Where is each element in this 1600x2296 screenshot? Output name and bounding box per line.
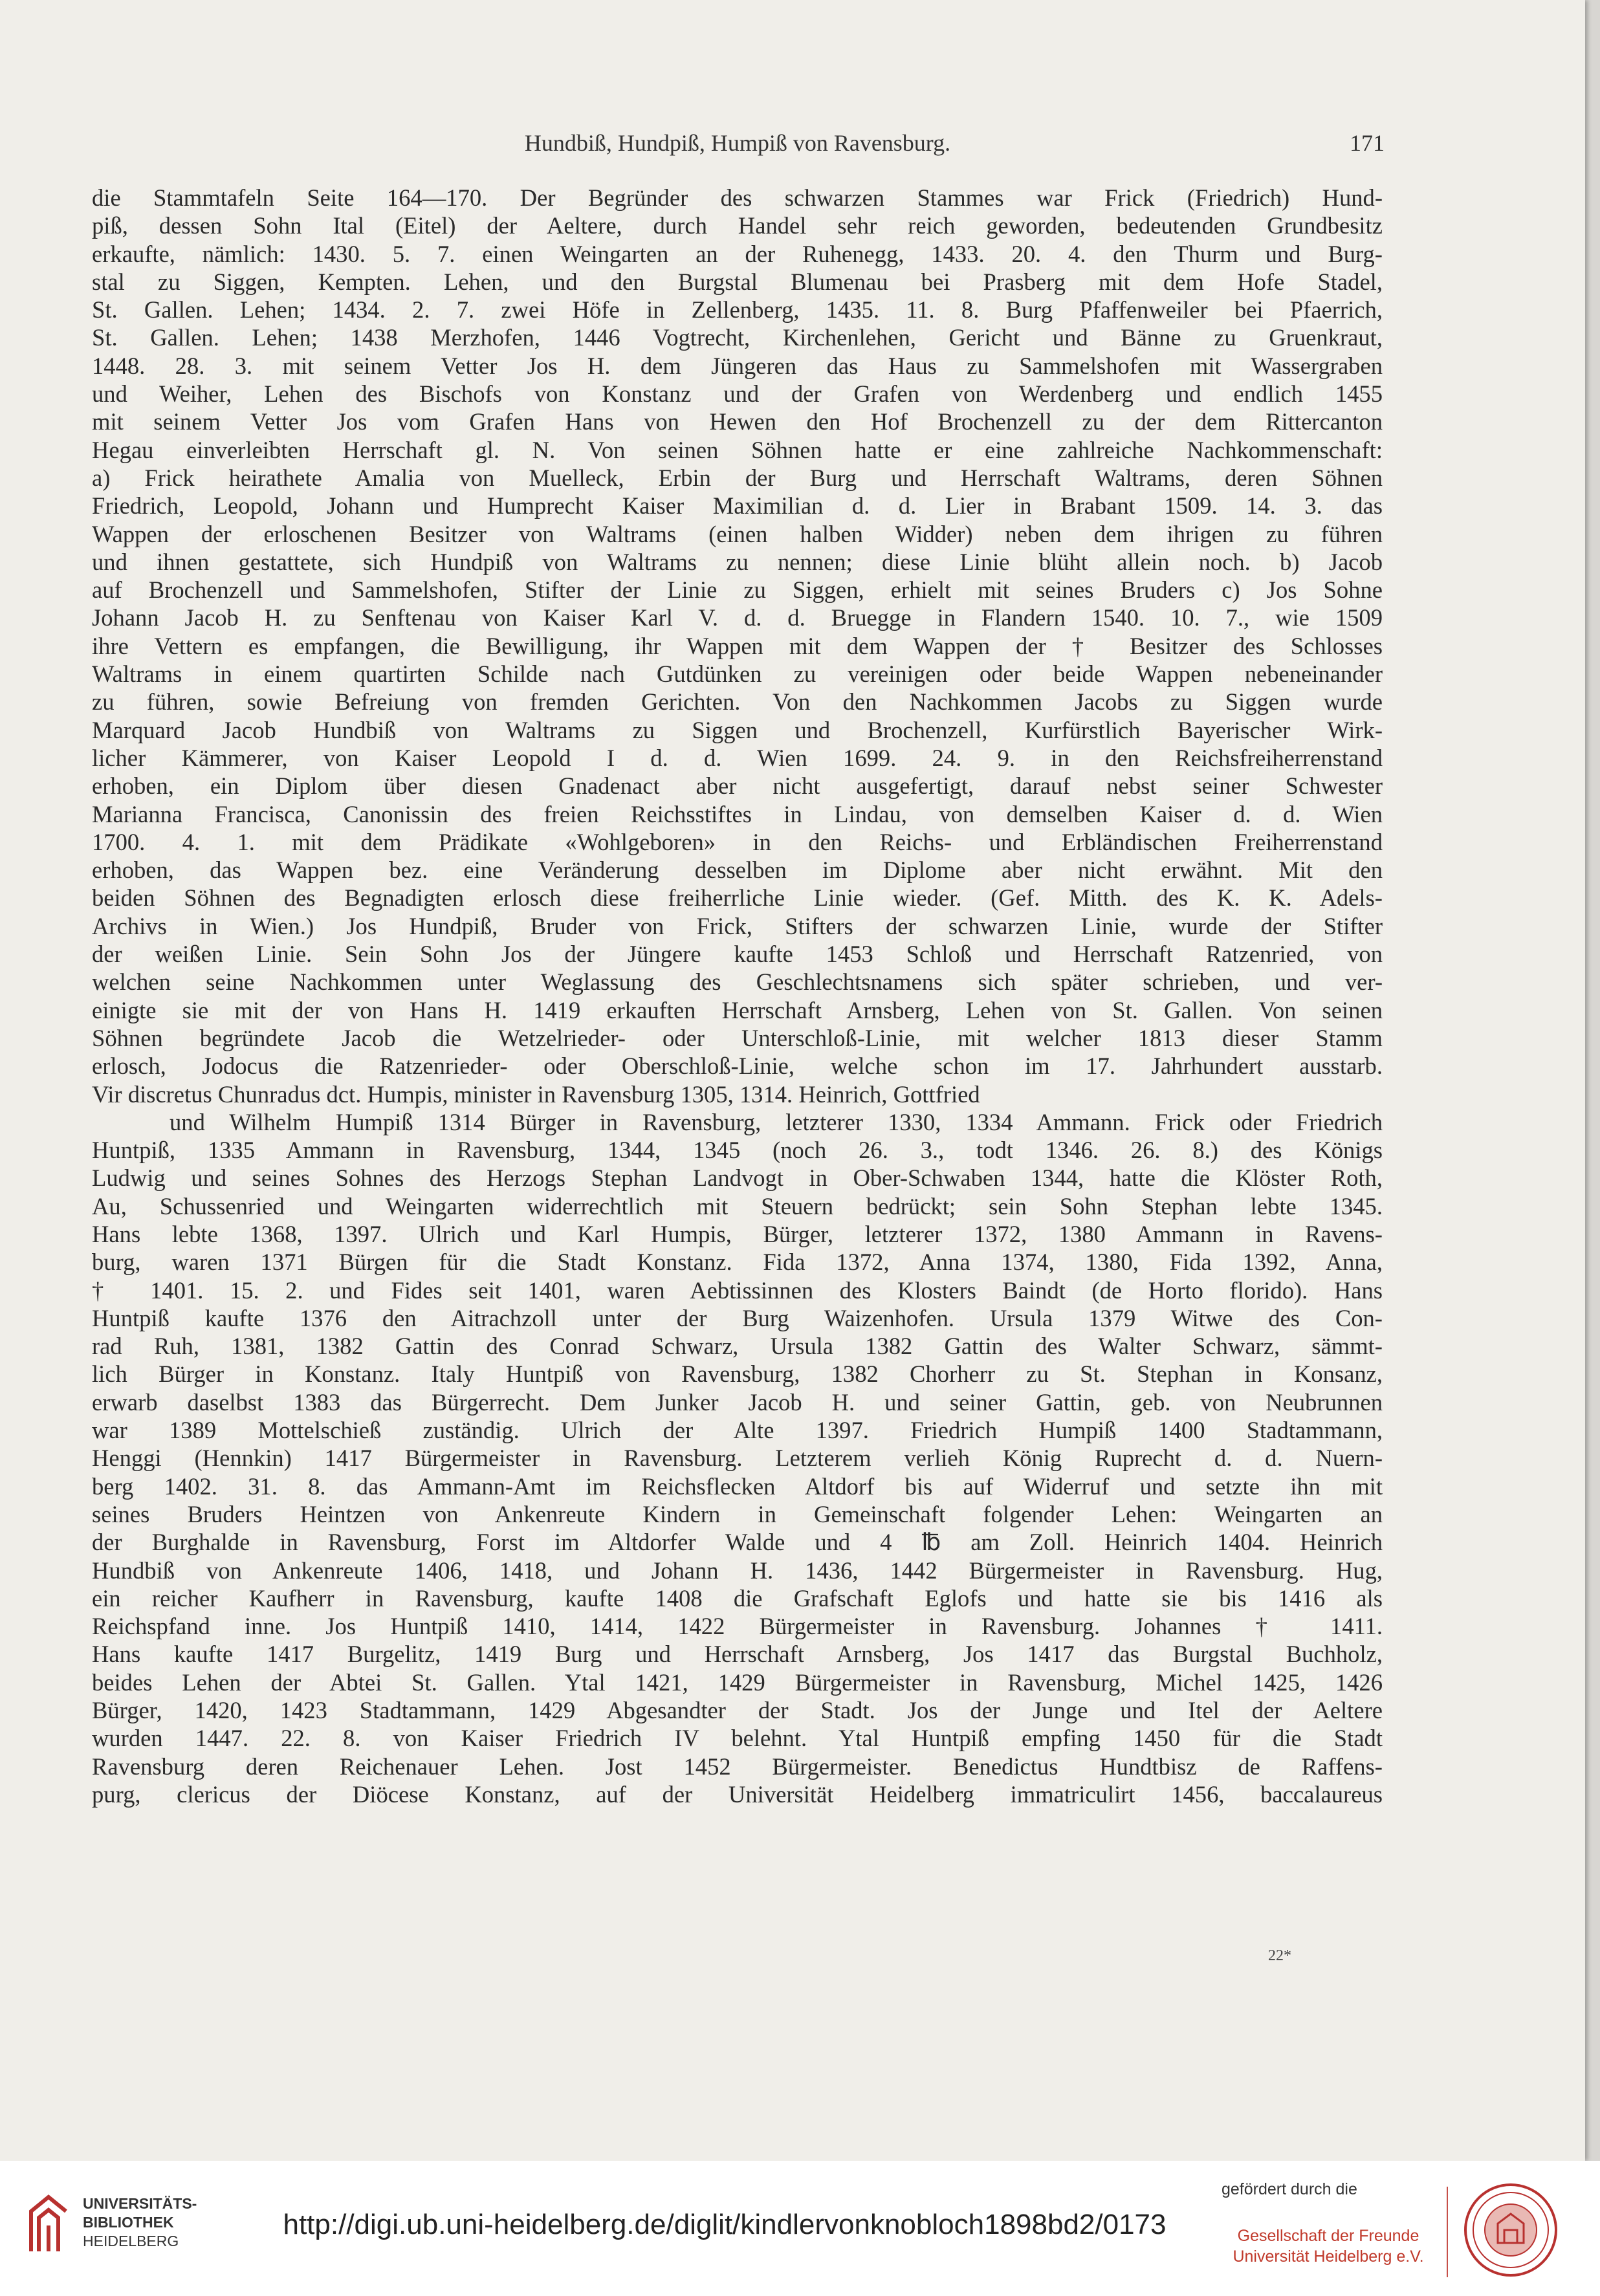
text-line: Marquard Jacob Hundbiß von Waltrams zu Siggen und Brochenzell, Kurfürstlich Bayerischer Wirk- — [92, 716, 1383, 743]
text-line: war 1389 Mottelschieß zuständig. Ulrich der Alte 1397. Friedrich Humpiß 1400 Stadtammann, — [92, 1417, 1383, 1444]
text-line: auf Brochenzell und Sammelshofen, Stifter der Linie zu Siggen, erhielt mit seines Bruders c) Jos Sohne — [92, 576, 1383, 604]
text-line: Hans kaufte 1417 Burgelitz, 1419 Burg und Herrschaft Arnsberg, Jos 1417 das Burgstal Buchholz, — [92, 1641, 1383, 1668]
text-line: Henggi (Hennkin) 1417 Bürgermeister in Ravensburg. Letzterem verlieh König Ruprecht d. d. Nuern- — [92, 1445, 1383, 1472]
text-line: lich Bürger in Konstanz. Italy Huntpiß von Ravensburg, 1382 Chorherr zu St. Stephan in Konsanz, — [92, 1361, 1383, 1388]
text-line: zu führen, sowie Befreiung von fremden Gerichten. Von den Nachkommen Jacobs zu Siggen wurde — [92, 688, 1383, 716]
text-line: Hans lebte 1368, 1397. Ulrich und Karl Humpis, Bürger, letzterer 1372, 1380 Ammann in Ravens- — [92, 1220, 1383, 1247]
text-line: stal zu Siggen, Kempten. Lehen, und den Burgstal Blumenau bei Prasberg mit dem Hofe Stadel, — [92, 268, 1383, 295]
permalink-url[interactable]: http://digi.ub.uni-heidelberg.de/diglit/kindlervonknobloch1898bd2/0173 — [283, 2209, 1167, 2240]
text-line: wurden 1447. 22. 8. von Kaiser Friedrich IV belehnt. Ytal Huntpiß empfing 1450 für die Stadt — [92, 1725, 1383, 1752]
text-line: seines Bruders Heintzen von Ankenreute Kindern in Gemeinschaft folgender Lehen: Weingarten an — [92, 1500, 1383, 1527]
text-line: † 1401. 15. 2. und Fides seit 1401, waren Aebtissinnen des Klosters Baindt (de Horto florido). Hans — [92, 1276, 1383, 1304]
text-line: erlosch, Jodocus die Ratzenrieder- oder Oberschloß-Linie, welche schon im 17. Jahrhundert ausstarb. — [92, 1053, 1383, 1080]
text-line: Hegau einverleibten Herrschaft gl. N. Von seinen Söhnen hatte er eine zahlreiche Nachkommenschaft: — [92, 436, 1383, 463]
university-seal-icon — [1462, 2181, 1559, 2279]
text-line: mit seinem Vetter Jos vom Grafen Hans von Hewen den Hof Brochenzell zu der dem Rittercanton — [92, 408, 1383, 435]
page-number: 171 — [1350, 130, 1385, 156]
text-line: rad Ruh, 1381, 1382 Gattin des Conrad Schwarz, Ursula 1382 Gattin des Walter Schwarz, sämmt- — [92, 1333, 1383, 1360]
text-line: a) Frick heirathete Amalia von Muelleck, Erbin der Burg und Herrschaft Waltrams, deren Söhnen — [92, 464, 1383, 491]
society-name-line: Gesellschaft der Freunde — [1237, 2227, 1419, 2245]
text-line: piß, dessen Sohn Ital (Eitel) der Aeltere, durch Handel sehr reich geworden, bedeutenden Grundbesitz — [92, 212, 1383, 239]
text-line: Huntpiß, 1335 Ammann in Ravensburg, 1344, 1345 (noch 26. 3., todt 1346. 26. 8.) des Königs — [92, 1137, 1383, 1164]
text-line: Hundbiß von Ankenreute 1406, 1418, und Johann H. 1436, 1442 Bürgermeister in Ravensburg. Hug, — [92, 1557, 1383, 1584]
text-line: erhoben, ein Diplom über diesen Gnadenact aber nicht ausgefertigt, darauf nebst seiner Schwester — [92, 772, 1383, 800]
text-line: licher Kämmerer, von Kaiser Leopold I d. d. Wien 1699. 24. 9. in den Reichsfreiherrenstand — [92, 744, 1383, 771]
text-line: welchen seine Nachkommen unter Weglassung des Geschlechtsnamens sich später schrieben, und ver- — [92, 968, 1383, 996]
running-title: Hundbiß, Hundpiß, Humpiß von Ravensburg. — [524, 130, 951, 156]
library-name-line: UNIVERSITÄTS- — [83, 2195, 197, 2212]
text-line: erkaufte, nämlich: 1430. 5. 7. einen Weingarten an der Ruhenegg, 1433. 20. 4. den Thurm und Burg- — [92, 240, 1383, 267]
text-line: Friedrich, Leopold, Johann und Humprecht Kaiser Maximilian d. d. Lier in Brabant 1509. 14. 3. das — [92, 492, 1383, 519]
text-line: einigte sie mit der von Hans H. 1419 erkauften Herrschaft Arnsberg, Lehen von St. Gallen. Von seinen — [92, 996, 1383, 1023]
text-line: der weißen Linie. Sein Sohn Jos der Jüngere kaufte 1453 Schloß und Herrschaft Ratzenried, von — [92, 941, 1383, 968]
body-text — [92, 184, 1383, 1808]
society-name-line: Universität Heidelberg e.V. — [1233, 2247, 1424, 2266]
text-line: 1448. 28. 3. mit seinem Vetter Jos H. dem Jüngeren das Haus zu Sammelshofen mit Wassergraben — [92, 352, 1383, 379]
text-line: Vir discretus Chunradus dct. Humpis, minister in Ravensburg 1305, 1314. Heinrich, Gottfried — [92, 1080, 980, 1108]
funded-by-text: gefördert durch die — [1222, 2180, 1357, 2198]
text-line: Ravensburg deren Reichenauer Lehen. Jost 1452 Bürgermeister. Benedictus Hundtbisz de Raffens- — [92, 1753, 1383, 1780]
footer-divider — [1447, 2187, 1448, 2277]
text-line: purg, clericus der Diöcese Konstanz, auf der Universität Heidelberg immatriculirt 1456, baccalaureus — [92, 1780, 1383, 1808]
text-line: Wappen der erloschenen Besitzer von Waltrams (einen halben Widder) neben dem ihrigen zu führen — [92, 520, 1383, 547]
text-line: die Stammtafeln Seite 164—170. Der Begründer des schwarzen Stammes war Frick (Friedrich) Hund- — [92, 184, 1383, 211]
signature-mark: 22* — [1268, 1947, 1291, 1964]
text-line: und ihnen gestattete, sich Hundpiß von Waltrams zu nennen; diese Linie blüht allein noch. b) Jacob — [92, 548, 1383, 575]
page-header — [91, 129, 1385, 168]
text-line: und Weiher, Lehen des Bischofs von Konstanz und der Grafen von Werdenberg und endlich 1455 — [92, 380, 1383, 408]
text-line: der Burghalde in Ravensburg, Forst im Altdorfer Walde und 4 ℔ am Zoll. Heinrich 1404. Heinrich — [92, 1529, 1383, 1556]
text-line: ihre Vettern es empfangen, die Bewilligung, ihr Wappen mit dem Wappen der † Besitzer des Schlosses — [92, 632, 1383, 659]
text-line: beiden Söhnen des Begnadigten erlosch diese freiherrliche Linie wieder. (Gef. Mitth. des K. K. Adels- — [92, 884, 1383, 912]
text-line: Johann Jacob H. zu Senftenau von Kaiser Karl V. d. d. Bruegge in Flandern 1540. 10. 7., wie 1509 — [92, 604, 1383, 631]
text-line: St. Gallen. Lehen; 1434. 2. 7. zwei Höfe in Zellenberg, 1435. 11. 8. Burg Pfaffenweiler bei Pfaerrich, — [92, 296, 1383, 323]
text-line: St. Gallen. Lehen; 1438 Merzhofen, 1446 Vogtrecht, Kirchenlehen, Gericht und Bänne zu Gruenkraut, — [92, 324, 1383, 351]
text-line: Ludwig und seines Sohnes des Herzogs Stephan Landvogt in Ober-Schwaben 1344, hatte die Klöster Roth, — [92, 1164, 1383, 1192]
text-line: Archivs in Wien.) Jos Hundpiß, Bruder von Frick, Stifters der schwarzen Linie, wurde der Stifter — [92, 912, 1383, 939]
text-line: erhoben, das Wappen bez. eine Veränderung desselben im Diplome aber nicht erwähnt. Mit den — [92, 857, 1383, 884]
text-line: Bürger, 1420, 1423 Stadtammann, 1429 Abgesandter der Stadt. Jos der Junge und Itel der Aeltere — [92, 1697, 1383, 1724]
library-name-line: BIBLIOTHEK — [83, 2214, 174, 2231]
text-line: Marianna Francisca, Canonissin des freien Reichsstiftes in Lindau, von demselben Kaiser d. d. Wien — [92, 800, 1383, 827]
footer-bar — [0, 2161, 1600, 2296]
text-line: berg 1402. 31. 8. das Ammann-Amt im Reichsflecken Altdorf bis auf Widerruf und setzte ihn mit — [92, 1472, 1383, 1500]
library-name-line: HEIDELBERG — [83, 2233, 179, 2249]
society-name[interactable] — [1222, 2225, 1435, 2267]
text-line: burg, waren 1371 Bürgen für die Stadt Konstanz. Fida 1372, Anna 1374, 1380, Fida 1392, Anna, — [92, 1249, 1383, 1276]
text-line: und Wilhelm Humpiß 1314 Bürger in Ravensburg, letzterer 1330, 1334 Ammann. Frick oder Friedrich — [170, 1108, 1383, 1135]
text-line: Reichspfand inne. Jos Huntpiß 1410, 1414, 1422 Bürgermeister in Ravensburg. Johannes † 1411. — [92, 1613, 1383, 1640]
text-line: Söhnen begründete Jacob die Wetzelrieder- oder Unterschloß-Linie, mit welcher 1813 dieser Stamm — [92, 1024, 1383, 1051]
text-line: beides Lehen der Abtei St. Gallen. Ytal 1421, 1429 Bürgermeister in Ravensburg, Michel 1425, 1426 — [92, 1668, 1383, 1696]
text-line: 1700. 4. 1. mit dem Prädikate «Wohlgeboren» in den Reichs- und Erbländischen Freiherrenstand — [92, 828, 1383, 855]
text-line: erwarb daselbst 1383 das Bürgerrecht. Dem Junker Jacob H. und seiner Gattin, geb. von Neubrunnen — [92, 1388, 1383, 1416]
text-line: Waltrams in einem quartirten Schilde nach Gutdünken zu vereinigen oder beide Wappen nebeneinander — [92, 661, 1383, 688]
text-line: Au, Schussenried und Weingarten widerrechtlich mit Steuern bedrückt; sein Sohn Stephan lebte 1345. — [92, 1192, 1383, 1219]
text-line: Huntpiß kaufte 1376 den Aitrachzoll unter der Burg Waizenhofen. Ursula 1379 Witwe des Con- — [92, 1304, 1383, 1331]
text-line: ein reicher Kaufherr in Ravensburg, kaufte 1408 die Grafschaft Eglofs und hatte sie bis 1416 als — [92, 1584, 1383, 1612]
